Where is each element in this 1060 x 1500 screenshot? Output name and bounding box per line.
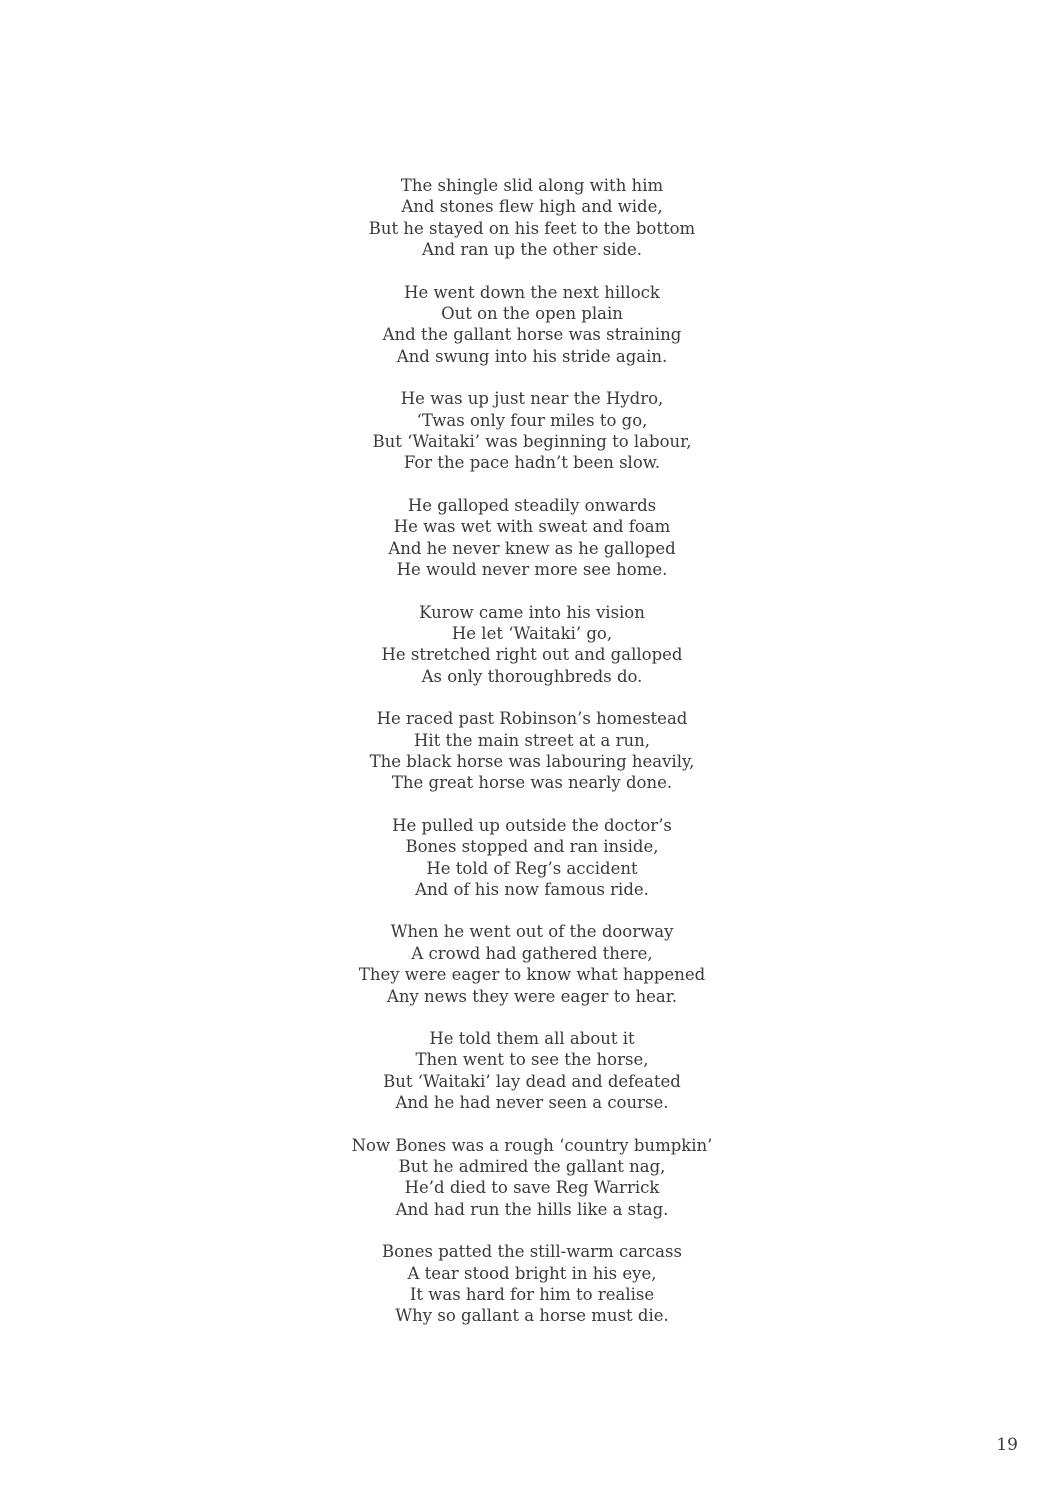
- stanza: [0, 175, 1060, 261]
- poem-line: He raced past Robinson’s homestead: [376, 709, 688, 729]
- stanza: [0, 388, 1060, 474]
- poem-line: He told of Reg’s accident: [426, 858, 638, 878]
- poem-line: And he never knew as he galloped: [388, 538, 676, 558]
- poem-line: But ‘Waitaki’ lay dead and defeated: [383, 1071, 681, 1091]
- poem-line: Any news they were eager to hear.: [386, 986, 678, 1006]
- poem-line: And he had never seen a course.: [395, 1093, 669, 1113]
- poem-line: He let ‘Waitaki’ go,: [451, 623, 613, 643]
- poem-line: Hit the main street at a run,: [413, 730, 650, 750]
- poem-line: They were eager to know what happened: [358, 965, 706, 985]
- poem-line: A crowd had gathered there,: [411, 943, 653, 963]
- poem-line: When he went out of the doorway: [390, 922, 674, 942]
- stanza: [0, 1241, 1060, 1327]
- poem-line: He pulled up outside the doctor’s: [392, 815, 672, 835]
- poem-line: And ran up the other side.: [421, 240, 643, 260]
- stanza: [0, 495, 1060, 581]
- stanza: [0, 708, 1060, 794]
- poem-line: As only thoroughbreds do.: [421, 666, 643, 686]
- poem-line: It was hard for him to realise: [409, 1285, 655, 1305]
- poem-line: And had run the hills like a stag.: [395, 1199, 669, 1219]
- poem-line: He would never more see home.: [396, 560, 668, 580]
- poem-line: Why so gallant a horse must die.: [395, 1306, 669, 1326]
- poem-line: He’d died to save Reg Warrick: [404, 1178, 660, 1198]
- poem-line: He galloped steadily onwards: [407, 495, 657, 515]
- poem-line: Then went to see the horse,: [415, 1050, 649, 1070]
- poem-line: He told them all about it: [429, 1029, 635, 1048]
- poem-line: Now Bones was a rough ‘country bumpkin’: [351, 1135, 713, 1155]
- poem-line: The great horse was nearly done.: [391, 773, 673, 793]
- stanza: [0, 602, 1060, 688]
- poem-line: Kurow came into his vision: [419, 602, 645, 622]
- poem-line: He was up just near the Hydro,: [400, 389, 664, 409]
- poem-line: He stretched right out and galloped: [381, 645, 683, 665]
- stanza: [0, 815, 1060, 901]
- poem-line: The black horse was labouring heavily,: [369, 751, 695, 771]
- poem-line: And swung into his stride again.: [396, 346, 668, 366]
- poem-line: But he stayed on his feet to the bottom: [368, 218, 696, 238]
- poem-line: Bones stopped and ran inside,: [405, 837, 659, 857]
- poem-line: And stones flew high and wide,: [401, 197, 663, 217]
- stanza: [0, 1028, 1060, 1114]
- poem-line: And the gallant horse was straining: [382, 325, 682, 345]
- poem-line: He went down the next hillock: [404, 282, 660, 302]
- poem-line: But he admired the gallant nag,: [398, 1157, 666, 1177]
- stanza: [0, 282, 1060, 368]
- poem-line: Out on the open plain: [441, 304, 623, 324]
- poem: [0, 175, 1060, 1348]
- poem-line: The shingle slid along with him: [400, 176, 664, 195]
- poem-line: For the pace hadn’t been slow.: [403, 453, 661, 473]
- stanza: [0, 921, 1060, 1007]
- poem-line: A tear stood bright in his eye,: [407, 1263, 657, 1283]
- poem-line: And of his now famous ride.: [415, 879, 649, 899]
- poem-line: He was wet with sweat and foam: [393, 517, 671, 537]
- page-number: 19: [996, 1435, 1018, 1455]
- poem-line: ‘Twas only four miles to go,: [416, 410, 648, 430]
- stanza: [0, 1135, 1060, 1221]
- poem-line: But ‘Waitaki’ was beginning to labour,: [372, 432, 692, 452]
- poem-line: Bones patted the still-warm carcass: [382, 1242, 682, 1262]
